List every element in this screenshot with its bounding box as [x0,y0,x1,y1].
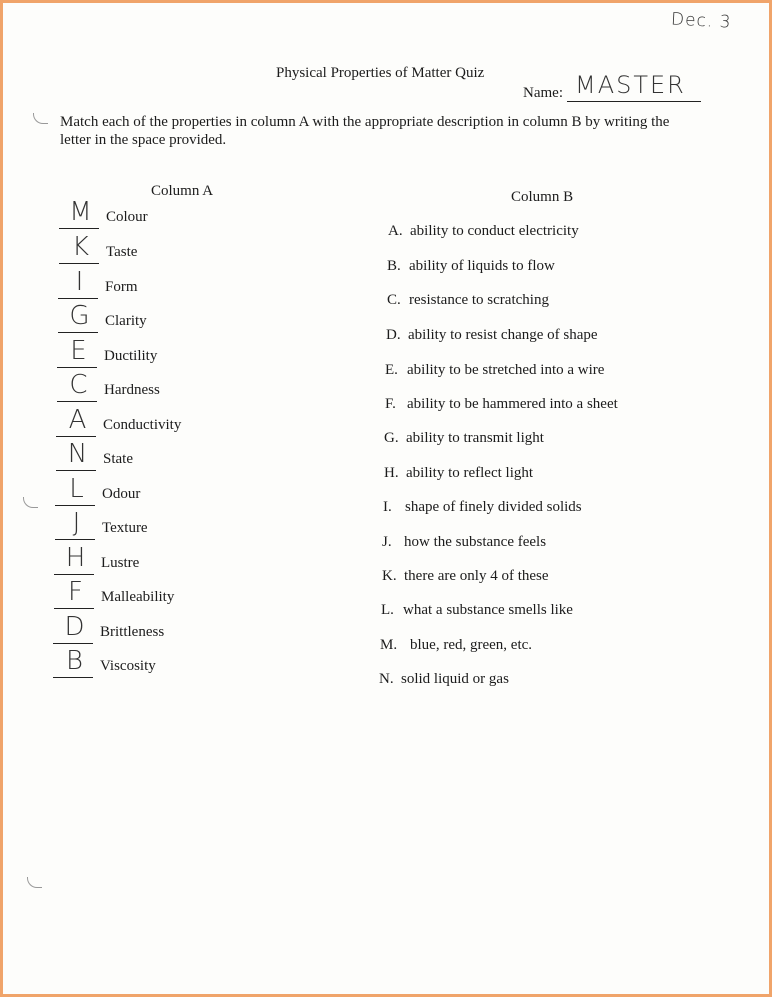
margin-mark [23,497,38,508]
property-label: Brittleness [100,624,165,640]
description-text: blue, red, green, etc. [410,637,533,653]
description-text: how the substance feels [404,534,547,550]
column-b-row [384,430,544,447]
property-label: Viscosity [100,658,156,674]
answer-letter: D [64,612,86,642]
description-letter: G. [384,430,399,446]
property-label: Taste [106,244,138,260]
description-text: resistance to scratching [409,292,549,308]
answer-blank[interactable] [56,436,96,437]
description-letter: M. [380,637,398,653]
answer-letter: F [68,577,84,607]
column-b-row [379,671,509,688]
description-letter: J. [382,534,392,550]
description-text: ability of liquids to flow [409,258,555,274]
answer-letter: N [67,439,89,469]
handwritten-date: Dec. 3 [670,9,733,33]
property-label: Colour [106,209,148,225]
column-b-row [385,396,618,413]
property-label: Malleability [101,589,175,605]
answer-letter: M [69,197,93,227]
description-letter: A. [388,223,403,239]
name-value: MASTER [575,71,686,99]
property-label: Odour [102,486,141,502]
property-label: Texture [102,520,148,536]
description-letter: E. [385,362,398,378]
quiz-title: Physical Properties of Matter Quiz [276,65,485,81]
answer-letter: K [71,232,91,262]
property-label: Conductivity [103,417,182,433]
answer-blank[interactable] [59,228,99,229]
property-label: Form [105,279,138,295]
description-text: ability to reflect light [406,465,534,481]
description-text: solid liquid or gas [401,671,509,687]
answer-blank[interactable] [57,401,97,402]
description-letter: B. [387,258,401,274]
answer-letter: H [65,543,87,573]
description-text: there are only 4 of these [404,568,549,584]
answer-blank[interactable] [53,677,93,678]
answer-blank[interactable] [56,470,96,471]
answer-blank[interactable] [54,608,94,609]
description-letter: D. [386,327,401,343]
property-label: State [103,451,133,467]
description-text: shape of finely divided solids [405,499,582,515]
column-b-row [380,637,532,654]
answer-letter: E [70,336,88,366]
answer-blank[interactable] [55,539,95,540]
margin-mark [27,877,42,888]
column-b-row [385,362,604,379]
description-text: ability to transmit light [406,430,544,446]
description-letter: K. [382,568,397,584]
column-b-row [381,602,573,619]
property-label: Hardness [104,382,160,398]
margin-mark [33,113,48,124]
description-letter: H. [384,465,399,481]
description-letter: L. [381,602,394,618]
description-letter: F. [385,396,396,412]
description-text: what a substance smells like [403,602,573,618]
property-label: Clarity [105,313,147,329]
description-letter: N. [379,671,394,687]
column-b-row [382,534,546,551]
answer-letter: C [69,370,89,400]
column-b-row [384,465,533,482]
answer-letter: G [69,301,91,331]
answer-letter: B [65,646,85,676]
description-text: ability to be hammered into a sheet [407,396,618,412]
column-b-row [386,327,598,344]
answer-blank[interactable] [57,367,97,368]
answer-blank[interactable] [53,643,93,644]
description-text: ability to conduct electricity [410,223,579,239]
description-text: ability to resist change of shape [408,327,598,343]
answer-blank[interactable] [55,505,95,506]
answer-blank[interactable] [58,298,98,299]
answer-letter: I [75,267,85,297]
description-letter: C. [387,292,401,308]
column-b-heading: Column B [511,189,574,205]
column-b-row [388,223,579,240]
column-b-row [387,292,549,309]
column-a-heading: Column A [151,183,214,199]
name-label: Name: [523,85,563,101]
property-label: Lustre [101,555,140,571]
instructions-text: Match each of the properties in column A with the appropriate description in column B by writing the letter in the space provided. [60,114,670,148]
column-b-row [387,258,555,275]
description-letter: I. [383,499,392,515]
answer-blank[interactable] [58,332,98,333]
answer-letter: J [72,508,82,538]
column-b-row [383,499,582,516]
description-text: ability to be stretched into a wire [407,362,605,378]
property-label: Ductility [104,348,158,364]
answer-blank[interactable] [59,263,99,264]
answer-letter: A [68,405,88,435]
answer-blank[interactable] [54,574,94,575]
name-line [567,101,701,102]
answer-letter: L [69,474,85,504]
column-b-row [382,568,549,585]
